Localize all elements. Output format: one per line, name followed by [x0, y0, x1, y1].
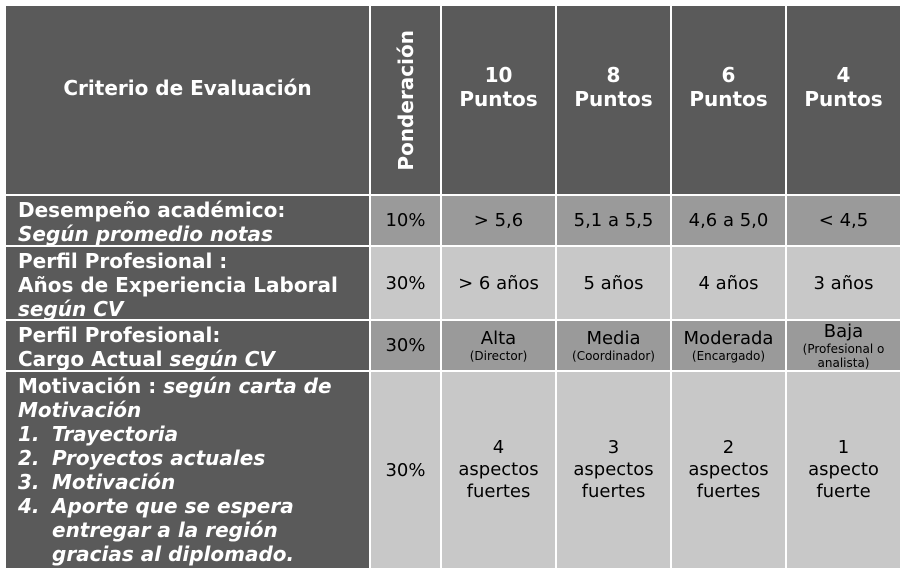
- value-note: (Profesional o analista): [802, 341, 885, 370]
- header-points-4: [787, 6, 900, 194]
- row-title-2: Cargo Actual: [18, 347, 170, 370]
- row-weight: 30%: [371, 321, 440, 370]
- value-line: aspecto: [808, 459, 879, 480]
- row-value: 5 años: [557, 247, 670, 319]
- header-ponderacion-text: Ponderación: [393, 29, 418, 171]
- row-cargo-label: [6, 321, 369, 370]
- row-title: Perfil Profesional :: [18, 249, 228, 273]
- row-title: Motivación :: [18, 374, 164, 398]
- row-title-2: Motivación: [18, 398, 142, 422]
- points-label: Puntos: [574, 87, 653, 111]
- points-label: Puntos: [689, 87, 768, 111]
- row-value: [672, 372, 785, 568]
- list-item-continuation: gracias al diplomado.: [52, 542, 295, 566]
- evaluation-table: [6, 6, 900, 568]
- row-value: 4,6 a 5,0: [672, 196, 785, 245]
- list-item: 4. Aporte que se espera: [18, 494, 294, 518]
- row-value: > 6 años: [442, 247, 555, 319]
- row-title: Perfil Profesional:: [18, 323, 221, 347]
- row-value: [442, 372, 555, 568]
- row-value: < 4,5: [787, 196, 900, 245]
- row-value: [787, 321, 900, 370]
- value-line: fuerte: [816, 481, 871, 502]
- points-number: 4: [836, 63, 851, 87]
- list-item: 3. Motivación: [18, 470, 176, 494]
- list-item: 2. Proyectos actuales: [18, 446, 266, 470]
- row-value: [787, 372, 900, 568]
- value-line: fuertes: [696, 481, 761, 502]
- row-value: 3 años: [787, 247, 900, 319]
- value-line: aspectos: [573, 459, 654, 480]
- row-value: [557, 372, 670, 568]
- row-title: Desempeño académico:: [18, 198, 286, 222]
- row-title-italic: según carta de: [163, 374, 332, 398]
- value-main: Baja: [823, 321, 864, 342]
- points-number: 8: [606, 63, 621, 87]
- header-points-8: [557, 6, 670, 194]
- row-value: [442, 321, 555, 370]
- value-main: Media: [586, 327, 641, 349]
- value-line: 3: [607, 437, 620, 458]
- value-line: fuertes: [581, 481, 646, 502]
- header-points-6: [672, 6, 785, 194]
- value-note: (Director): [469, 348, 528, 363]
- value-note: (Encargado): [691, 348, 766, 363]
- row-weight: 30%: [371, 372, 440, 568]
- value-line: 4: [492, 437, 505, 458]
- list-item: 1. Trayectoria: [18, 422, 179, 446]
- header-points-10: [442, 6, 555, 194]
- header-criterio-text: Criterio de Evaluación: [63, 76, 312, 100]
- row-experiencia-label: [6, 247, 369, 319]
- value-note: (Coordinador): [572, 348, 655, 363]
- value-line: aspectos: [458, 459, 539, 480]
- row-value: 4 años: [672, 247, 785, 319]
- row-motivacion-label: [6, 372, 369, 568]
- list-item-continuation: entregar a la región: [52, 518, 278, 542]
- header-ponderacion: [371, 6, 440, 194]
- header-criterio: [6, 6, 369, 194]
- value-main: Alta: [480, 327, 517, 349]
- value-line: 2: [722, 437, 735, 458]
- value-line: 1: [837, 437, 850, 458]
- points-number: 6: [721, 63, 736, 87]
- value-line: aspectos: [688, 459, 769, 480]
- row-value: [672, 321, 785, 370]
- row-value: 5,1 a 5,5: [557, 196, 670, 245]
- row-weight: 30%: [371, 247, 440, 319]
- value-line: fuertes: [466, 481, 531, 502]
- points-label: Puntos: [459, 87, 538, 111]
- points-number: 10: [484, 63, 513, 87]
- points-label: Puntos: [804, 87, 883, 111]
- value-main: Moderada: [683, 327, 774, 349]
- row-value: > 5,6: [442, 196, 555, 245]
- motivation-list: [18, 422, 332, 566]
- row-weight: 10%: [371, 196, 440, 245]
- row-subtitle: según CV: [18, 297, 124, 319]
- row-desempeno-label: [6, 196, 369, 245]
- row-title-2: Años de Experiencia Laboral: [18, 273, 338, 297]
- row-value: [557, 321, 670, 370]
- row-title-2-italic: según CV: [169, 347, 275, 370]
- row-subtitle: Según promedio notas: [18, 222, 273, 245]
